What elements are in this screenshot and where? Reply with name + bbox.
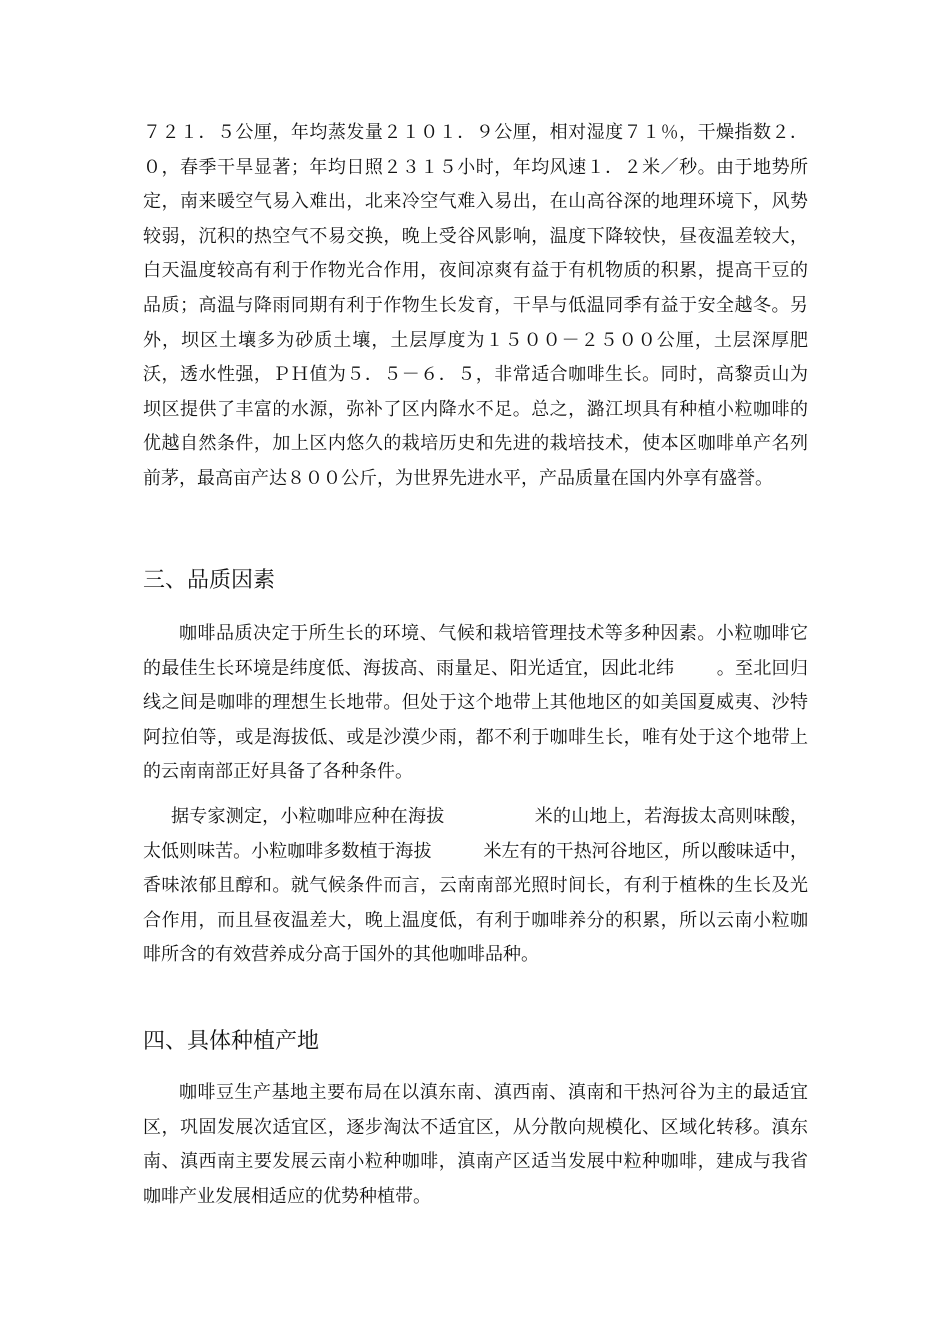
altitude-text-part-3: 米左有的干热河谷地区，所以酸味适中，香味浓郁且醇和。就气候条件而言，云南南部光照时间长，有利于植株的生长及光合作用，而且昼夜温差大，晚上温度低，有利于咖啡养分的积累，所以云南小粒咖啡所含的有效营养成分高于国外的其他咖啡品种。 (143, 840, 808, 966)
quality-text-part-2: 。至北回归线之间是咖啡的理想生长地带。但处于这个地带上其他地区的如美国夏威夷、沙特阿拉伯等，或是海拔低、或是沙漠少雨，都不利于咖啡生长，唯有处于这个地带上的云南南部正好具备了各种条件。 (143, 657, 809, 783)
section-heading-planting-areas: 四、具体种植产地 (143, 1029, 320, 1054)
section-heading-quality-factors: 三、品质因素 (143, 568, 276, 593)
quality-text-part-1: 咖啡品质决定于所生长的环境、气候和栽培管理技术等多种因素。小粒咖啡它的最佳生长环境是纬度低、海拔高、雨量足、阳光适宜，因此北纬 (143, 623, 808, 679)
altitude-text-part-1: 据专家测定，小粒咖啡应种在海拔 (171, 806, 445, 827)
paragraph-altitude (143, 800, 808, 973)
paragraph-climate-soil: ７２１．５公厘，年均蒸发量２１０１．９公厘，相对湿度７１％，干燥指数２．０，春季干旱显著；年均日照２３１５小时，年均风速１．２米／秒。由于地势所定，南来暖空气易入难出，北来冷空气难入易出，在山高谷深的地理环境下，风势较弱，沉积的热空气不易交换，晚上受谷风影响，温度下降较快，昼夜温差较大，白天温度较高有利于作物光合作用，夜间凉爽有益于有机物质的积累，提高干豆的品质；高温与降雨同期有利于作物生长发育，干旱与低温同季有益于安全越冬。另外，坝区土壤多为砂质土壤，土层厚度为１５００－２５００公厘，土层深厚肥沃，透水性强，ＰＨ值为５．５－６．５，非常适合咖啡生长。同时，高黎贡山为坝区提供了丰富的水源，弥补了区内降水不足。总之，潞江坝具有种植小粒咖啡的优越自然条件，加上区内悠久的栽培历史和先进的栽培技术，使本区咖啡单产名列前茅，最高亩产达８００公斤，为世界先进水平，产品质量在国内外享有盛誉。 (143, 122, 808, 489)
paragraph-quality-environment (143, 617, 808, 790)
paragraph-planting-bases: 咖啡豆生产基地主要布局在以滇东南、滇西南、滇南和干热河谷为主的最适宜区，巩固发展次适宜区，逐步淘汰不适宜区，从分散向规模化、区域化转移。滇东南、滇西南主要发展云南小粒种咖啡，滇南产区适当发展中粒种咖啡，建成与我省咖啡产业发展相适应的优势种植带。 (143, 1082, 808, 1207)
altitude-text-part-2: 米的山地上，若海拔太高则味酸，太低则味苦。小粒咖啡多数植于海拔 (143, 806, 808, 862)
